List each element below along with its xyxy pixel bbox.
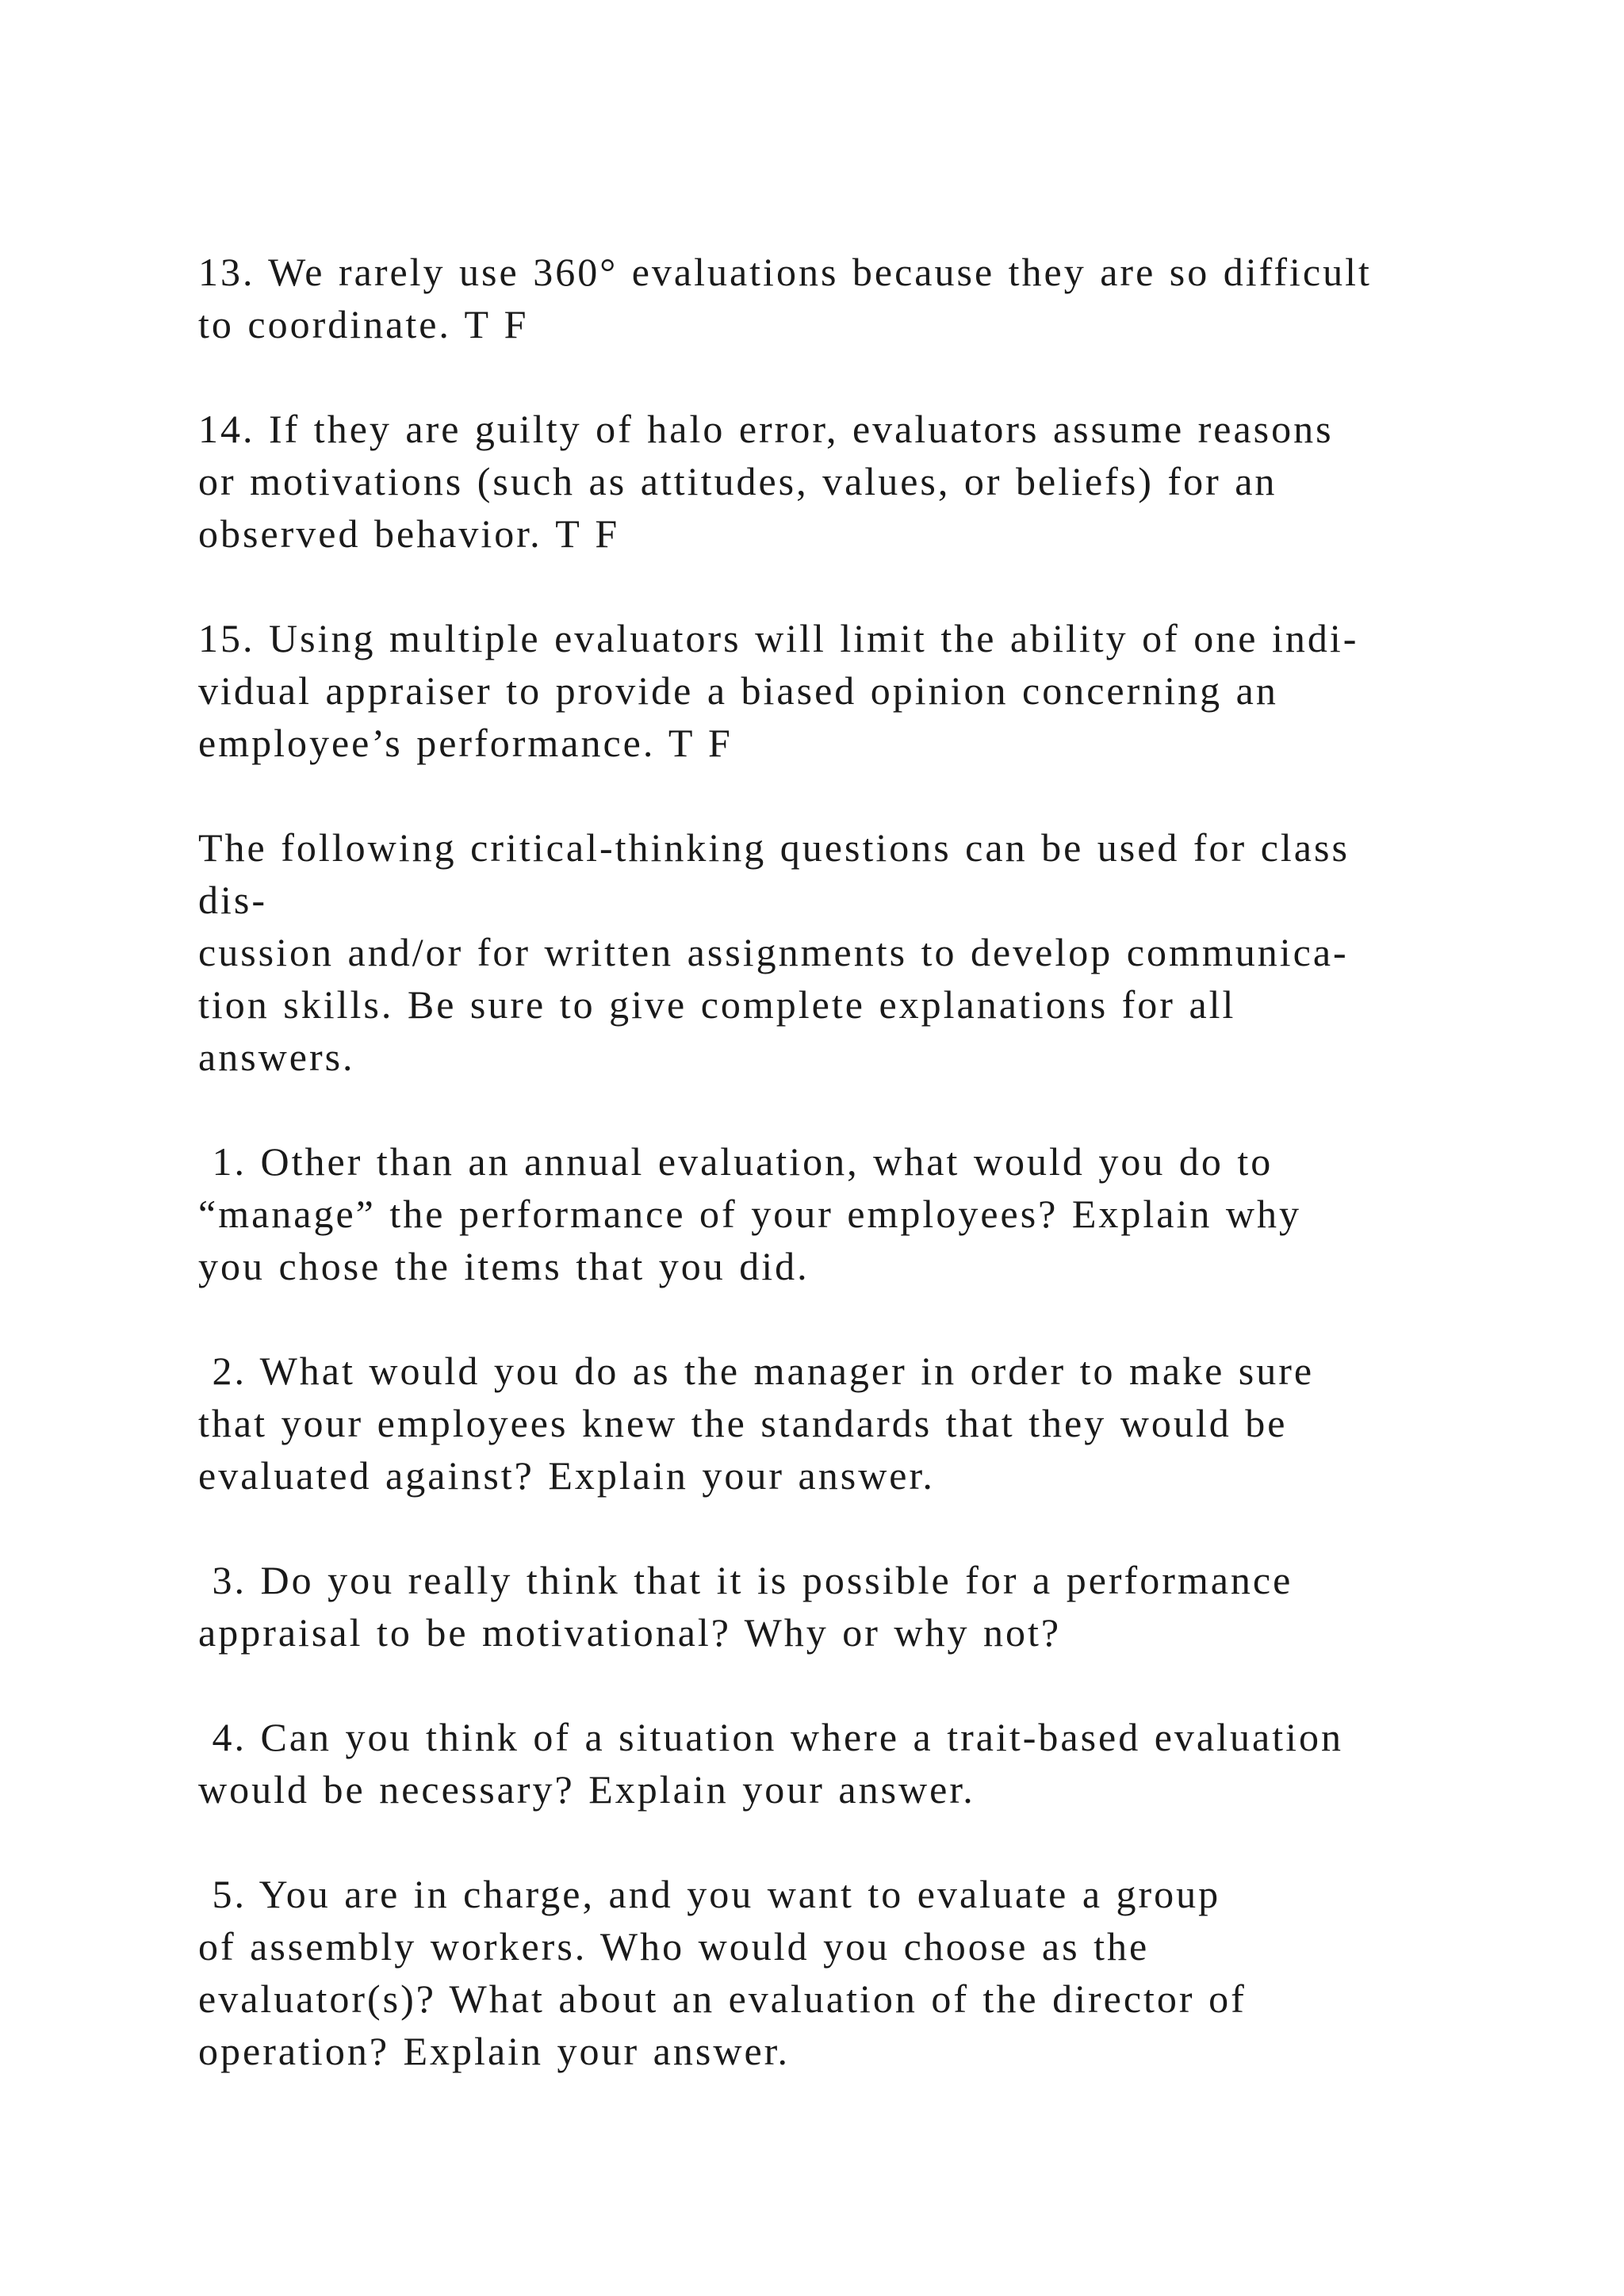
text-line: that your employees knew the standards that they would be — [198, 1401, 1288, 1445]
text-line: dis- — [198, 878, 267, 922]
text-line: operation? Explain your answer. — [198, 2029, 791, 2073]
text-line: answers. — [198, 1035, 355, 1079]
text-line: observed behavior. T F — [198, 511, 620, 556]
text-line: evaluated against? Explain your answer. — [198, 1453, 935, 1498]
page-text — [198, 246, 1546, 2130]
discussion-question-2 — [198, 1345, 1546, 1502]
question-15 — [198, 612, 1546, 769]
discussion-question-1 — [198, 1135, 1546, 1292]
text-line: 13. We rarely use 360° evaluations because they are so difficult — [198, 250, 1372, 294]
text-line: tion skills. Be sure to give complete explanations for all — [198, 982, 1236, 1027]
text-line: appraisal to be motivational? Why or why not? — [198, 1610, 1062, 1655]
text-line: to coordinate. T F — [198, 302, 529, 346]
text-line: 3. Do you really think that it is possible for a performance — [198, 1558, 1293, 1602]
question-13 — [198, 246, 1546, 350]
text-line: “manage” the performance of your employees? Explain why — [198, 1192, 1301, 1236]
text-line: cussion and/or for written assignments to develop communica- — [198, 930, 1349, 974]
discussion-question-5 — [198, 1868, 1546, 2077]
text-line: 15. Using multiple evaluators will limit the ability of one indi- — [198, 616, 1359, 660]
text-line: 1. Other than an annual evaluation, what would you do to — [198, 1139, 1274, 1184]
text-line: 14. If they are guilty of halo error, evaluators assume reasons — [198, 407, 1334, 451]
text-line: employee’s performance. T F — [198, 721, 733, 765]
discussion-question-4 — [198, 1711, 1546, 1816]
discussion-question-3 — [198, 1554, 1546, 1659]
text-line: evaluator(s)? What about an evaluation of the director of — [198, 1976, 1247, 2021]
text-line: you chose the items that you did. — [198, 1244, 810, 1288]
text-line: 5. You are in charge, and you want to evaluate a group — [198, 1872, 1221, 1916]
text-line: 4. Can you think of a situation where a trait-based evaluation — [198, 1715, 1343, 1759]
question-14 — [198, 403, 1546, 560]
text-line: of assembly workers. Who would you choose as the — [198, 1924, 1150, 1969]
text-line: vidual appraiser to provide a biased opinion concerning an — [198, 668, 1278, 713]
text-line: The following critical-thinking questions can be used for class — [198, 825, 1350, 870]
text-line: or motivations (such as attitudes, values, or beliefs) for an — [198, 459, 1277, 503]
text-line: would be necessary? Explain your answer. — [198, 1767, 975, 1812]
text-line: 2. What would you do as the manager in order to make sure — [198, 1349, 1315, 1393]
critical-thinking-intro — [198, 821, 1546, 1083]
